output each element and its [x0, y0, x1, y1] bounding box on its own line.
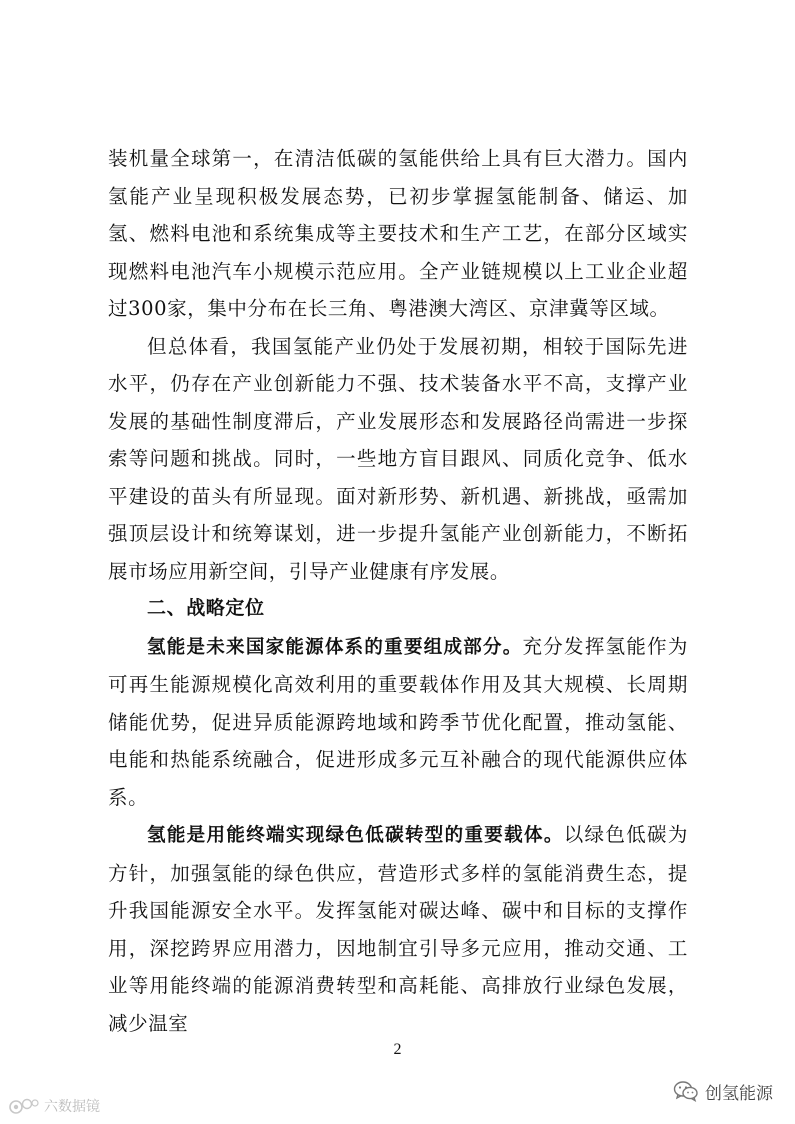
page-number: 2	[393, 1041, 402, 1058]
document-body	[108, 140, 688, 1042]
paragraph-3-lead: 氢能是未来国家能源体系的重要组成部分。	[147, 636, 523, 658]
paragraph-2: 但总体看，我国氢能产业仍处于发展初期，相较于国际先进水平，仍存在产业创新能力不强、技术装备水平不高，支撑产业发展的基础性制度滞后，产业发展形态和发展路径尚需进一步探索等问题和挑战。同时，一些地方盲目跟风、同质化竞争、低水平建设的苗头有所显现。面对新形势、新机遇、新挑战，亟需加强顶层设计和统筹谋划，进一步提升氢能产业创新能力，不断拓展市场应用新空间，引导产业健康有序发展。	[108, 334, 688, 583]
paragraph-3	[108, 628, 688, 817]
watermark-left	[8, 1095, 100, 1117]
paragraph-1: 装机量全球第一，在清洁低碳的氢能供给上具有巨大潜力。国内氢能产业呈现积极发展态势，已初步掌握氢能制备、储运、加氢、燃料电池和系统集成等主要技术和生产工艺，在部分区域实现燃料电池汽车小规模示范应用。全产业链规模以上工业企业超过300家，集中分布在长三角、粤港澳大湾区、京津冀等区域。	[108, 147, 688, 320]
paragraph-4	[108, 816, 688, 1042]
paragraph-4-lead: 氢能是用能终端实现绿色低碳转型的重要载体。	[147, 825, 564, 846]
paragraph-3-text: 充分发挥氢能作为可再生能源规模化高效利用的重要载体作用及其大规模、长周期储能优势，促进异质能源跨地域和跨季节优化配置，推动氢能、电能和热能系统融合，促进形成多元互补融合的现代能源供应体系。	[108, 634, 688, 809]
section-heading: 二、战略定位	[147, 597, 265, 619]
watermark-left-text: 六数据镜	[44, 1099, 100, 1115]
paragraph-4-text: 以绿色低碳为方针，加强氢能的绿色供应，营造形式多样的氢能消费生态，提升我国能源安全水平。发挥氢能对碳达峰、碳中和目标的支撑作用，深挖跨界应用潜力，因地制宜引导多元应用，推动交通、工业等用能终端的能源消费转型和高耗能、高排放行业绿色发展，减少温室	[108, 823, 688, 1035]
camera-logo-icon	[8, 1096, 40, 1116]
wechat-icon	[673, 1080, 699, 1102]
watermark-right	[673, 1078, 773, 1104]
watermark-right-text: 创氢能源	[705, 1083, 773, 1104]
